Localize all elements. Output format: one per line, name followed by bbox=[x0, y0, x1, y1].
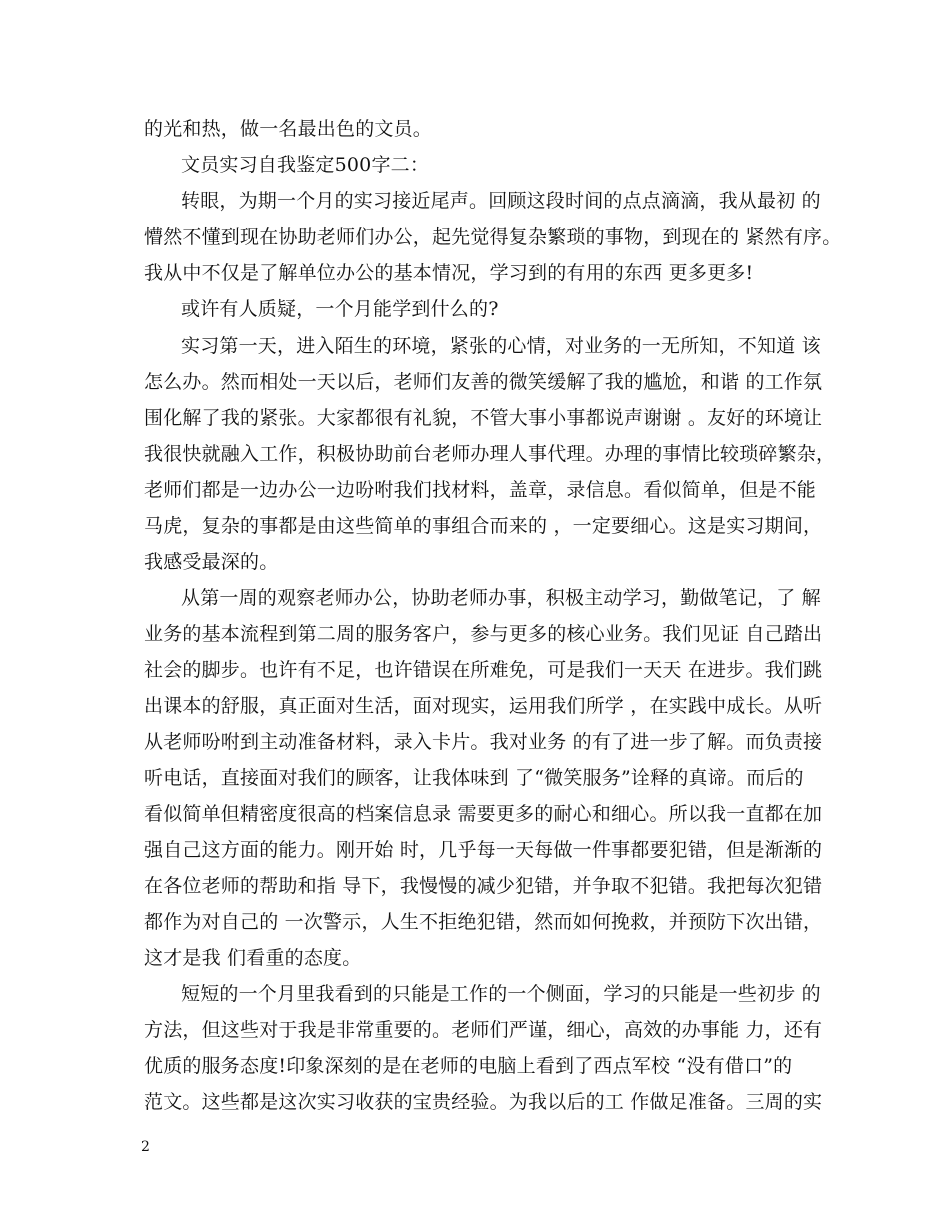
text-line: 老师们都是一边办公一边吩咐我们找材料，盖章，录信息。看似简单，但是不能 bbox=[144, 479, 817, 501]
text-line: 从第一周的观察老师办公，协助老师办事，积极主动学习，勤做笔记，了 解 bbox=[181, 587, 821, 609]
text-line: 强自己这方面的能力。刚开始 时，几乎每一天每做一件事都要犯错，但是渐渐的 bbox=[144, 839, 823, 861]
text-line: 实习第一天，进入陌生的环境，紧张的心情，对业务的一无所知，不知道 该 bbox=[181, 335, 821, 357]
text-line: 我从中不仅是了解单位办公的基本情况，学习到的有用的东西 更多更多! bbox=[144, 262, 754, 284]
page-number: 2 bbox=[141, 1139, 150, 1155]
text-line: 我感受最深的。 bbox=[144, 551, 279, 573]
text-line: 从老师吩咐到主动准备材料，录入卡片。我对业务 的有了进一步了解。而负责接 bbox=[144, 731, 823, 753]
text-line: 业务的基本流程到第二周的服务客户，参与更多的核心业务。我们见证 自己踏出 bbox=[144, 623, 823, 645]
text-line: 转眼，为期一个月的实习接近尾声。回顾这段时间的点点滴滴，我从最初 的 bbox=[181, 190, 821, 212]
text-line: 怎么办。然而相处一天以后，老师们友善的微笑缓解了我的尴尬，和谐 的工作氛 bbox=[144, 371, 823, 393]
text-line: 围化解了我的紧张。大家都很有礼貌，不管大事小事都说声谢谢 。友好的环境让 bbox=[144, 407, 823, 429]
section-heading: 文员实习自我鉴定500字二： bbox=[181, 154, 430, 176]
text-line: 都作为对自己的 一次警示，人生不拒绝犯错，然而如何挽救，并预防下次出错， bbox=[144, 911, 823, 933]
text-line: 这才是我 们看重的态度。 bbox=[144, 947, 362, 969]
text-line: 的光和热，做一名最出色的文员。 bbox=[144, 118, 433, 140]
text-line: 短短的一个月里我看到的只能是工作的一个侧面，学习的只能是一些初步 的 bbox=[181, 983, 821, 1005]
text-line: 优质的服务态度!印象深刻的是在老师的电脑上看到了西点军校 “没有借口”的 bbox=[144, 1055, 793, 1077]
text-line: 范文。这些都是这次实习收获的宝贵经验。为我以后的工 作做足准备。三周的实 bbox=[144, 1091, 823, 1113]
text-line: 我很快就融入工作，积极协助前台老师办理人事代理。办理的事情比较琐碎繁杂， bbox=[144, 443, 836, 465]
text-line: 在各位老师的帮助和指 导下，我慢慢的减少犯错，并争取不犯错。我把每次犯错 bbox=[144, 875, 823, 897]
text-line: 看似简单但精密度很高的档案信息录 需要更多的耐心和细心。所以我一直都在加 bbox=[144, 803, 823, 825]
text-line: 方法，但这些对于我是非常重要的。老师们严谨，细心，高效的办事能 力，还有 bbox=[144, 1019, 823, 1041]
text-line: 或许有人质疑，一个月能学到什么的? bbox=[181, 298, 499, 320]
text-line: 出课本的舒服，真正面对生活，面对现实，运用我们所学 ，在实践中成长。从听 bbox=[144, 695, 823, 717]
text-line: 听电话，直接面对我们的顾客，让我体味到 了“微笑服务”诠释的真谛。而后的 bbox=[144, 767, 804, 789]
text-line: 懵然不懂到现在协助老师们办公，起先觉得复杂繁琐的事物，到现在的 紧然有序。 bbox=[144, 226, 842, 248]
text-line: 社会的脚步。也许有不足，也许错误在所难免，可是我们一天天 在进步。我们跳 bbox=[144, 659, 823, 681]
text-line: 马虎，复杂的事都是由这些简单的事组合而来的 ，一定要细心。这是实习期间， bbox=[144, 515, 823, 537]
